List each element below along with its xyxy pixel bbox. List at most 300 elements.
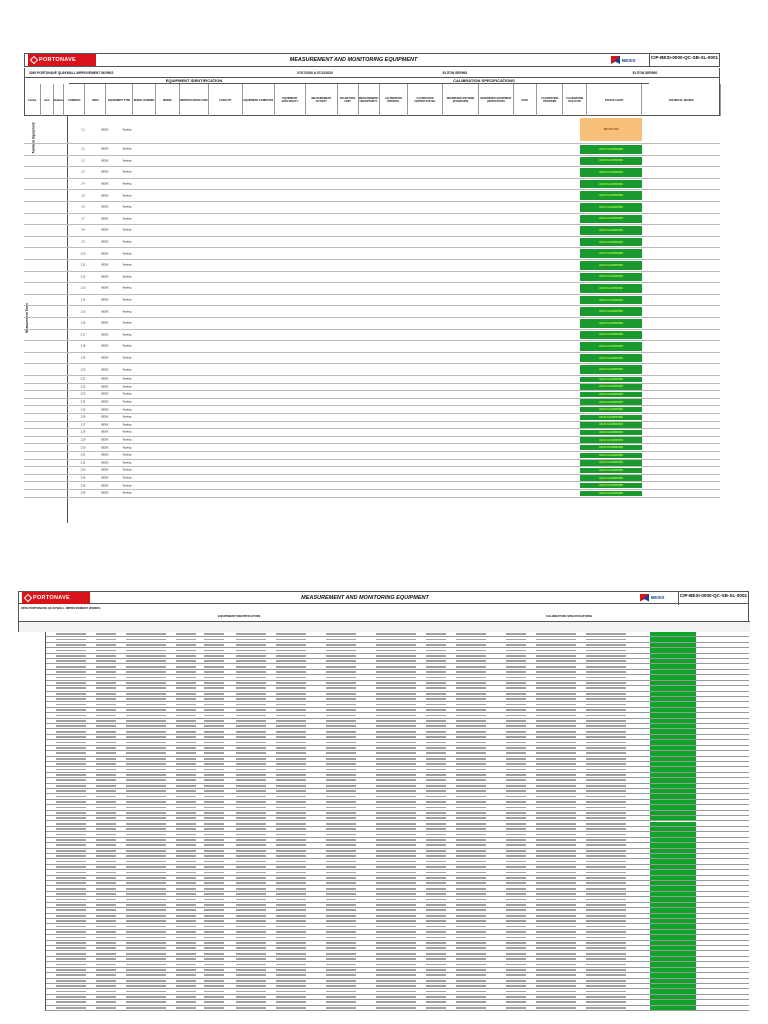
cell-text xyxy=(376,796,416,798)
cell-text xyxy=(376,742,416,744)
table-row[interactable] xyxy=(24,167,720,179)
cell-text xyxy=(426,893,446,895)
cell-text xyxy=(376,882,416,884)
status-badge xyxy=(650,914,696,918)
area-cell: Working xyxy=(122,423,132,427)
cell-text xyxy=(236,785,266,787)
cell-text xyxy=(376,877,416,879)
cell-text xyxy=(276,980,306,982)
company-cell: BESIX xyxy=(101,182,109,186)
table-row[interactable] xyxy=(24,353,720,365)
table-row[interactable] xyxy=(24,190,720,202)
cell-text xyxy=(536,720,576,722)
table-row[interactable] xyxy=(24,391,720,399)
cell-text xyxy=(326,850,356,852)
cell-text xyxy=(456,693,486,695)
cell-text xyxy=(536,942,576,944)
table-row[interactable] xyxy=(24,306,720,318)
page2-table-header xyxy=(18,604,749,632)
cell-text xyxy=(96,796,116,798)
table-row[interactable] xyxy=(24,482,720,490)
cell-text xyxy=(236,677,266,679)
family-label-measurement: Measurement Tools xyxy=(24,303,29,333)
cell-text xyxy=(126,693,166,695)
cell-text xyxy=(176,747,196,749)
cell-text xyxy=(456,964,486,966)
cell-text xyxy=(236,839,266,841)
cell-text xyxy=(176,850,196,852)
calibration-specifications-band: CALIBRATION SPECIFICATIONS xyxy=(319,78,649,84)
cell-text xyxy=(204,872,224,874)
cell-text xyxy=(326,774,356,776)
cell-text xyxy=(456,888,486,890)
table-row[interactable] xyxy=(46,1006,749,1011)
cell-text xyxy=(586,790,626,792)
table-row[interactable] xyxy=(24,414,720,422)
table-row[interactable] xyxy=(24,318,720,330)
cell-text xyxy=(56,633,86,635)
table-row[interactable] xyxy=(24,437,720,445)
portonave-logo-2: PORTONAVE xyxy=(22,592,90,604)
cell-text xyxy=(96,698,116,700)
cell-text xyxy=(506,926,526,928)
company-cell: BESIX xyxy=(101,310,109,314)
cell-text xyxy=(236,899,266,901)
page1-title: MEASUREMENT AND MONITORING EQUIPMENT xyxy=(289,57,418,63)
table-row[interactable] xyxy=(24,237,720,249)
cell-text xyxy=(326,779,356,781)
cell-text xyxy=(506,715,526,717)
area-cell: Working xyxy=(122,194,132,198)
cell-text xyxy=(276,882,306,884)
cell-text xyxy=(426,660,446,662)
cell-text xyxy=(326,974,356,976)
cell-text xyxy=(96,980,116,982)
cell-text xyxy=(586,980,626,982)
table-row[interactable] xyxy=(24,272,720,284)
cell-text xyxy=(204,747,224,749)
cell-text xyxy=(376,752,416,754)
company-cell: BESIX xyxy=(101,385,109,389)
item-number: 2.27 xyxy=(80,423,86,427)
cell-text xyxy=(536,644,576,646)
cell-text xyxy=(276,769,306,771)
cell-text xyxy=(276,953,306,955)
cell-text xyxy=(176,725,196,727)
cell-text xyxy=(56,839,86,841)
cell-text xyxy=(536,877,576,879)
status-badge xyxy=(650,892,696,896)
cell-text xyxy=(56,872,86,874)
besix-logo: BESIX xyxy=(611,55,649,66)
cell-text xyxy=(204,720,224,722)
cell-text xyxy=(204,920,224,922)
cell-text xyxy=(456,731,486,733)
cell-text xyxy=(506,698,526,700)
status-badge: VALID CALIBRATION xyxy=(580,284,642,293)
cell-text xyxy=(456,861,486,863)
cell-text xyxy=(204,785,224,787)
cell-text xyxy=(56,736,86,738)
column-header: CALIBRATION INTERVAL xyxy=(380,84,409,116)
column-header: TECHNICAL REVIEW xyxy=(642,84,721,116)
cell-text xyxy=(56,698,86,700)
item-number: 2.15 xyxy=(80,310,86,314)
cell-text xyxy=(236,666,266,668)
area-cell: Working xyxy=(122,461,132,465)
item-number: 2.28 xyxy=(80,430,86,434)
cell-text xyxy=(96,828,116,830)
cell-text xyxy=(536,736,576,738)
cell-text xyxy=(536,807,576,809)
cell-text xyxy=(176,888,196,890)
item-number: 2.11 xyxy=(80,263,86,267)
cell-text xyxy=(204,807,224,809)
cell-text xyxy=(126,752,166,754)
cell-text xyxy=(456,742,486,744)
cell-text xyxy=(586,969,626,971)
cell-text xyxy=(326,828,356,830)
table-row[interactable] xyxy=(24,116,720,144)
table-row[interactable] xyxy=(24,248,720,260)
column-header: EQUIPMENT TYPE xyxy=(106,84,132,116)
cell-text xyxy=(204,931,224,933)
cell-text xyxy=(176,790,196,792)
cell-text xyxy=(586,920,626,922)
cell-text xyxy=(276,877,306,879)
cell-text xyxy=(204,715,224,717)
cell-text xyxy=(276,937,306,939)
cell-text xyxy=(96,996,116,998)
cell-text xyxy=(96,639,116,641)
cell-text xyxy=(276,861,306,863)
table-row[interactable] xyxy=(24,475,720,483)
cell-text xyxy=(126,747,166,749)
cell-text xyxy=(276,823,306,825)
area-cell: Working xyxy=(122,344,132,348)
table-row[interactable] xyxy=(24,179,720,191)
cell-text xyxy=(96,844,116,846)
cell-text xyxy=(276,839,306,841)
cell-text xyxy=(456,682,486,684)
table-row[interactable] xyxy=(24,202,720,214)
table-row[interactable] xyxy=(24,406,720,414)
cell-text xyxy=(536,682,576,684)
cell-text xyxy=(586,698,626,700)
cell-text xyxy=(506,985,526,987)
cell-text xyxy=(56,660,86,662)
cell-text xyxy=(56,817,86,819)
cell-text xyxy=(456,758,486,760)
cell-text xyxy=(326,720,356,722)
cell-text xyxy=(536,947,576,949)
cell-text xyxy=(126,969,166,971)
cell-text xyxy=(204,698,224,700)
cell-text xyxy=(326,693,356,695)
cell-text xyxy=(176,655,196,657)
cell-text xyxy=(586,985,626,987)
cell-text xyxy=(376,698,416,700)
cell-text xyxy=(236,704,266,706)
table-row[interactable] xyxy=(24,452,720,460)
cell-text xyxy=(276,807,306,809)
cell-text xyxy=(456,991,486,993)
column-header: AREA xyxy=(85,84,106,116)
cell-text xyxy=(56,850,86,852)
cell-text xyxy=(376,904,416,906)
cell-text xyxy=(236,947,266,949)
column-header: EQUIPMENT CONDITION xyxy=(243,84,275,116)
cell-text xyxy=(456,687,486,689)
status-badge: VALID CALIBRATION xyxy=(580,261,642,270)
cell-text xyxy=(326,926,356,928)
table-row[interactable] xyxy=(24,225,720,237)
status-badge xyxy=(650,843,696,847)
table-row[interactable] xyxy=(24,376,720,384)
table-row[interactable] xyxy=(24,330,720,342)
table-row[interactable] xyxy=(24,460,720,468)
cell-text xyxy=(204,937,224,939)
cell-text xyxy=(236,834,266,836)
cell-text xyxy=(96,866,116,868)
cell-text xyxy=(176,974,196,976)
cell-text xyxy=(56,937,86,939)
cell-text xyxy=(56,650,86,652)
cell-text xyxy=(326,904,356,906)
cell-text xyxy=(236,742,266,744)
area-cell: Working xyxy=(122,491,132,495)
issued-by-2: ELITON SERINO xyxy=(632,71,658,75)
cell-text xyxy=(506,747,526,749)
cell-text xyxy=(204,828,224,830)
cell-text xyxy=(176,666,196,668)
cell-text xyxy=(326,931,356,933)
cell-text xyxy=(506,844,526,846)
cell-text xyxy=(536,796,576,798)
cell-text xyxy=(456,774,486,776)
cell-text xyxy=(236,807,266,809)
status-badge: VALID CALIBRATION xyxy=(580,468,642,473)
cell-text xyxy=(586,817,626,819)
cell-text xyxy=(96,677,116,679)
cell-text xyxy=(426,693,446,695)
cell-text xyxy=(536,660,576,662)
cell-text xyxy=(536,758,576,760)
cell-text xyxy=(326,947,356,949)
cell-text xyxy=(456,639,486,641)
table-row[interactable] xyxy=(24,422,720,430)
table-row[interactable] xyxy=(24,260,720,272)
cell-text xyxy=(126,904,166,906)
cell-text xyxy=(56,947,86,949)
cell-text xyxy=(276,909,306,911)
cell-text xyxy=(96,807,116,809)
cell-text xyxy=(376,920,416,922)
table-row[interactable] xyxy=(24,295,720,307)
issued-by: ELITON SERINO xyxy=(442,71,468,75)
cell-text xyxy=(326,839,356,841)
cell-text xyxy=(426,974,446,976)
status-badge xyxy=(650,886,696,890)
column-header: Item xyxy=(41,84,54,116)
cell-text xyxy=(376,937,416,939)
cell-text xyxy=(506,953,526,955)
cell-text xyxy=(176,742,196,744)
column-header: MEASUREMENT UNCERTAINTY xyxy=(359,84,380,116)
status-badge: VALID CALIBRATION xyxy=(580,475,642,480)
cell-text xyxy=(176,991,196,993)
cell-text xyxy=(376,1001,416,1003)
company-cell: BESIX xyxy=(101,128,109,131)
cell-text xyxy=(126,915,166,917)
cell-text xyxy=(56,861,86,863)
page1-header-bar xyxy=(24,53,720,67)
cell-text xyxy=(56,904,86,906)
cell-text xyxy=(236,736,266,738)
table-row[interactable] xyxy=(24,144,720,156)
cell-text xyxy=(426,666,446,668)
cell-text xyxy=(506,1007,526,1009)
status-badge: VALID CALIBRATION xyxy=(580,377,642,382)
cell-text xyxy=(586,915,626,917)
cell-text xyxy=(56,980,86,982)
status-badge xyxy=(650,849,696,853)
cell-text xyxy=(236,985,266,987)
cell-text xyxy=(376,758,416,760)
cell-text xyxy=(326,736,356,738)
cell-text xyxy=(204,839,224,841)
table-row[interactable] xyxy=(24,384,720,392)
cell-text xyxy=(56,882,86,884)
cell-text xyxy=(326,763,356,765)
table-row[interactable] xyxy=(24,214,720,226)
cell-text xyxy=(96,644,116,646)
cell-text xyxy=(204,953,224,955)
cell-text xyxy=(126,920,166,922)
cell-text xyxy=(536,888,576,890)
cell-text xyxy=(506,682,526,684)
cell-text xyxy=(376,872,416,874)
cell-text xyxy=(376,850,416,852)
cell-text xyxy=(326,709,356,711)
status-badge xyxy=(650,794,696,798)
cell-text xyxy=(536,844,576,846)
cell-text xyxy=(426,1007,446,1009)
column-header: REFERENCE EQUIPMENT (CERTIFICATE) xyxy=(479,84,513,116)
cell-text xyxy=(376,644,416,646)
cell-text xyxy=(376,996,416,998)
cell-text xyxy=(326,660,356,662)
cell-text xyxy=(506,839,526,841)
cell-text xyxy=(126,807,166,809)
cell-text xyxy=(96,682,116,684)
cell-text xyxy=(176,639,196,641)
cell-text xyxy=(456,747,486,749)
cell-text xyxy=(236,779,266,781)
cell-text xyxy=(56,747,86,749)
cell-text xyxy=(176,650,196,652)
cell-text xyxy=(326,747,356,749)
company-cell: BESIX xyxy=(101,356,109,360)
cell-text xyxy=(176,633,196,635)
table-row[interactable] xyxy=(24,364,720,376)
cell-text xyxy=(456,752,486,754)
cell-text xyxy=(56,985,86,987)
table-row[interactable] xyxy=(24,283,720,295)
cell-text xyxy=(126,671,166,673)
status-badge xyxy=(650,919,696,923)
table-row[interactable] xyxy=(24,341,720,353)
cell-text xyxy=(236,752,266,754)
cell-text xyxy=(176,817,196,819)
cell-text xyxy=(204,742,224,744)
cell-text xyxy=(426,715,446,717)
status-badge xyxy=(650,767,696,771)
cell-text xyxy=(506,763,526,765)
cell-text xyxy=(426,736,446,738)
cell-text xyxy=(56,1007,86,1009)
cell-text xyxy=(326,834,356,836)
cell-text xyxy=(506,899,526,901)
cell-text xyxy=(456,866,486,868)
cell-text xyxy=(506,677,526,679)
cell-text xyxy=(456,1001,486,1003)
cell-text xyxy=(376,650,416,652)
cell-text xyxy=(506,991,526,993)
cell-text xyxy=(506,633,526,635)
cell-text xyxy=(276,834,306,836)
cell-text xyxy=(96,812,116,814)
cell-text xyxy=(506,687,526,689)
column-header: CALIBRATION DUE DATE xyxy=(563,84,587,116)
cell-text xyxy=(426,872,446,874)
table-row[interactable] xyxy=(24,156,720,168)
status-badge xyxy=(650,924,696,928)
cell-text xyxy=(176,861,196,863)
page2-column-headers xyxy=(19,621,750,632)
column-header: TOLERANCE LIMIT xyxy=(338,84,359,116)
cell-text xyxy=(204,991,224,993)
item-number: 2.2 xyxy=(81,159,85,163)
cell-text xyxy=(376,931,416,933)
area-cell: Working xyxy=(122,400,132,404)
table-row[interactable] xyxy=(24,429,720,437)
cell-text xyxy=(586,666,626,668)
cell-text xyxy=(56,693,86,695)
column-header: CALIBRATION CERTIFICATE NO. xyxy=(408,84,442,116)
cell-text xyxy=(376,964,416,966)
cell-text xyxy=(456,763,486,765)
table-row[interactable] xyxy=(24,444,720,452)
cell-text xyxy=(506,666,526,668)
cell-text xyxy=(326,942,356,944)
cell-text xyxy=(326,866,356,868)
cell-text xyxy=(586,660,626,662)
cell-text xyxy=(276,991,306,993)
cell-text xyxy=(176,839,196,841)
status-badge xyxy=(650,675,696,679)
cell-text xyxy=(586,639,626,641)
table-row[interactable] xyxy=(24,490,720,498)
table-header xyxy=(24,78,720,116)
cell-text xyxy=(536,1007,576,1009)
cell-text xyxy=(276,693,306,695)
company-cell: BESIX xyxy=(101,400,109,404)
table-row[interactable] xyxy=(24,399,720,407)
table-row[interactable] xyxy=(24,467,720,475)
status-badge xyxy=(650,930,696,934)
cell-text xyxy=(456,877,486,879)
